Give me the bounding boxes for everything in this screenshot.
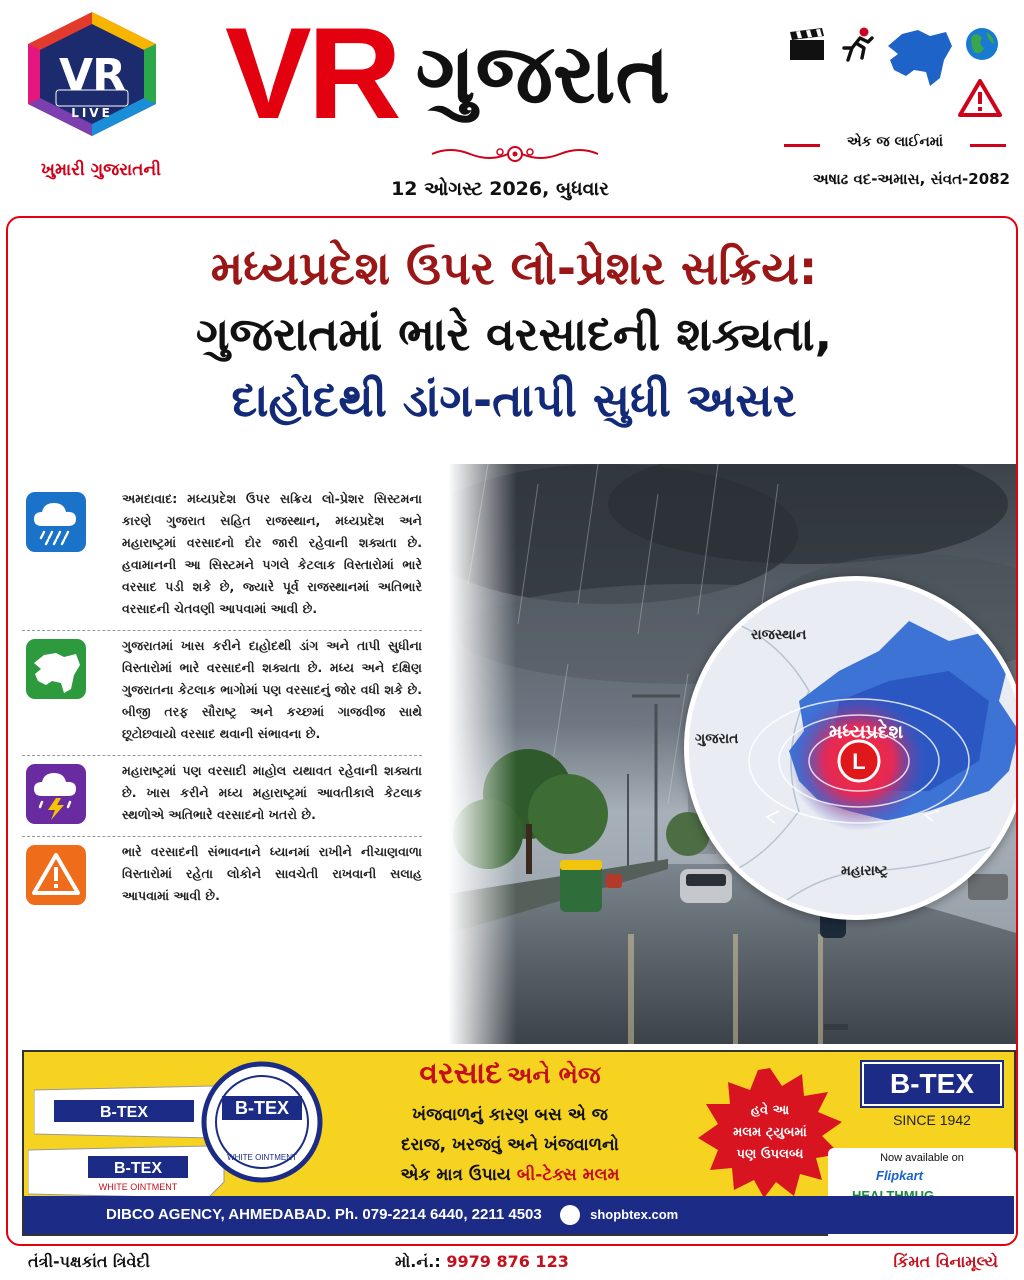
tube-subtitle: WHITE OINTMENT [98, 1182, 178, 1192]
label-madhya-pradesh: મધ્યપ્રદેશ [829, 721, 904, 743]
category-icons [788, 20, 1008, 120]
newspaper-title [225, 0, 670, 146]
ad-copy-line3-brand: બી-ટેક્સ મલમ [516, 1165, 620, 1185]
masthead [0, 0, 1024, 215]
headline [8, 238, 1018, 430]
ad-title [320, 1056, 700, 1091]
logo-vr-text: VR [59, 50, 125, 101]
tube-brand: B-TEX [100, 1104, 148, 1121]
ad-copy-line2: દરાજ, ખરજવું અને ખંજવાળનો [401, 1135, 619, 1155]
news-item [22, 756, 422, 837]
starburst-text [712, 1100, 828, 1166]
news-item [22, 484, 422, 631]
label-maharashtra: મહારાષ્ટ્ર [841, 863, 888, 879]
headline-line-2: ગુજરાતમાં ભારે વરસાદની શક્યતા, [195, 307, 833, 361]
btex-advertisement[interactable] [22, 1050, 1016, 1236]
ad-contact-strip [24, 1196, 1014, 1234]
label-rajasthan: રાજસ્થાન [751, 627, 807, 643]
available-title: Now available on [880, 1152, 964, 1164]
mobile-number [395, 1252, 569, 1272]
vr-live-logo[interactable] [22, 10, 162, 138]
gujarat-map-icon[interactable] [884, 20, 956, 92]
runner-icon[interactable] [838, 26, 876, 64]
btex-brand-logo[interactable]: B-TEX [862, 1062, 1002, 1106]
news-item-text: ભારે વરસાદની સંભાવનાને ધ્યાનમાં રાખીને નીચાણવાળા વિસ્તારોમાં રહેતા લોકોને સાવચેતી રાખવાની સલાહ આપવામાં આવી છે. [122, 844, 422, 903]
ad-copy [320, 1100, 700, 1190]
weather-map [684, 576, 1018, 920]
ad-agency: DIBCO AGENCY, AHMEDABAD. Ph. 079-2214 6440, 2211 4503 [106, 1206, 542, 1223]
publication-date: 12 ઓગસ્ટ 2026, બુધવાર [391, 178, 609, 200]
ek-line-caption: એક જ લાઈનમાં [780, 134, 1010, 156]
tin-subtitle: WHITE OINTMENT [227, 1153, 297, 1162]
warning-icon[interactable] [958, 78, 1002, 118]
title-gujarat: ગુજરાત [415, 27, 670, 122]
samvat-date: અષાઢ વદ-અમાસ, સંવત-2082 [812, 170, 1010, 188]
footer [0, 1248, 1024, 1280]
news-item-text: મહારાષ્ટ્રમાં પણ વરસાદી માહોલ યથાવત રહેવાની શક્યતા છે. ખાસ કરીને મધ્ય મહારાષ્ટ્રમાં આવતીકાલે કેટલાક સ્થળોએ અતિભારે વરસાદનો ખતરો છે. [122, 763, 422, 822]
mobile-value[interactable]: 9979 876 123 [446, 1252, 569, 1271]
ad-copy-line3-prefix: એક માત્ર ઉપાય [400, 1165, 511, 1185]
store-flipkart[interactable]: Flipkart [876, 1168, 923, 1183]
news-item [22, 631, 422, 756]
news-item [22, 837, 422, 917]
clapperboard-icon[interactable] [788, 28, 828, 62]
rain-cloud-icon [26, 492, 86, 552]
ad-title-word2: અને ભેજ [507, 1061, 601, 1089]
ad-copy-line1: ખંજવાળનું કારણ બસ એ જ [412, 1105, 608, 1125]
burst-line1: હવે આ [750, 1103, 790, 1118]
editor-name: તંત્રી-પક્ષકાંત ત્રિવેદી [28, 1252, 151, 1271]
low-pressure-marker: L [852, 749, 866, 774]
tin-brand: B-TEX [235, 1098, 289, 1118]
tagline: ખુમારી ગુજરાતની [41, 160, 161, 180]
globe-icon[interactable] [964, 26, 1000, 62]
logo-live-text: LIVE [71, 106, 113, 120]
burst-line3: પણ ઉપલબ્ધ [736, 1147, 804, 1162]
headline-line-1: મધ્યપ્રદેશ ઉપર લો-પ્રેશર સક્રિય: [210, 241, 818, 295]
since-text: SINCE 1942 [893, 1112, 971, 1128]
thunderstorm-icon [26, 764, 86, 824]
news-item-text: ગુજરાતમાં ખાસ કરીને દાહોદથી ડાંગ અને તાપી સુધીના વિસ્તારોમાં ભારે વરસાદની શક્યતા છે. મધ્ય અને દક્ષિણ ગુજરાતના કેટલાક ભાગોમાં પણ વરસાદનું જોર વધી શકે છે. બીજી તરફ સૌરાષ્ટ્ર અને કચ્છમાં ગાજવીજ સાથે છૂટોછવાયો વરસાદ થવાની સંભાવના છે. [122, 638, 422, 741]
website-globe-icon [560, 1205, 580, 1225]
ad-title-word1: વરસાદ [419, 1056, 503, 1091]
gujarat-map-icon [26, 639, 86, 699]
price-text: કિંમત વિનામૂલ્યે [893, 1252, 998, 1271]
headline-line-3: દાહોદથી ડાંગ-તાપી સુધી અસર [231, 373, 797, 427]
title-vr: VR [225, 0, 398, 146]
ointment-tube-icon [28, 1144, 228, 1200]
burst-line2: મલમ ટ્યુબમાં [733, 1125, 807, 1140]
tube-brand: B-TEX [114, 1160, 162, 1177]
news-item-text: અમદાવાદ: મધ્યપ્રદેશ ઉપર સક્રિય લો-પ્રેશર સિસ્ટમના કારણે ગુજરાત સહિત રાજસ્થાન, મધ્યપ્રદેશ અને મહારાષ્ટ્રમાં વરસાદનો દોર જારી રહેવાની શક્યતા છે. હવામાનની આ સિસ્ટમને પગલે કેટલાક વિસ્તારોમાં ભારે વરસાદ પડી શકે છે, જ્યારે પૂર્વ રાજસ્થાનમાં અતિભારે વરસાદની ચેતવણી આપવામાં આવી છે. [122, 491, 422, 616]
ad-website[interactable]: shopbtex.com [590, 1207, 679, 1222]
mobile-label: મો.નં.: [395, 1252, 441, 1271]
ointment-tin-icon [200, 1060, 324, 1184]
warning-icon [26, 845, 86, 905]
ornament-divider-icon [430, 142, 600, 166]
label-gujarat: ગુજરાત [695, 731, 739, 747]
news-column [22, 484, 422, 917]
news-frame [6, 216, 1018, 1246]
